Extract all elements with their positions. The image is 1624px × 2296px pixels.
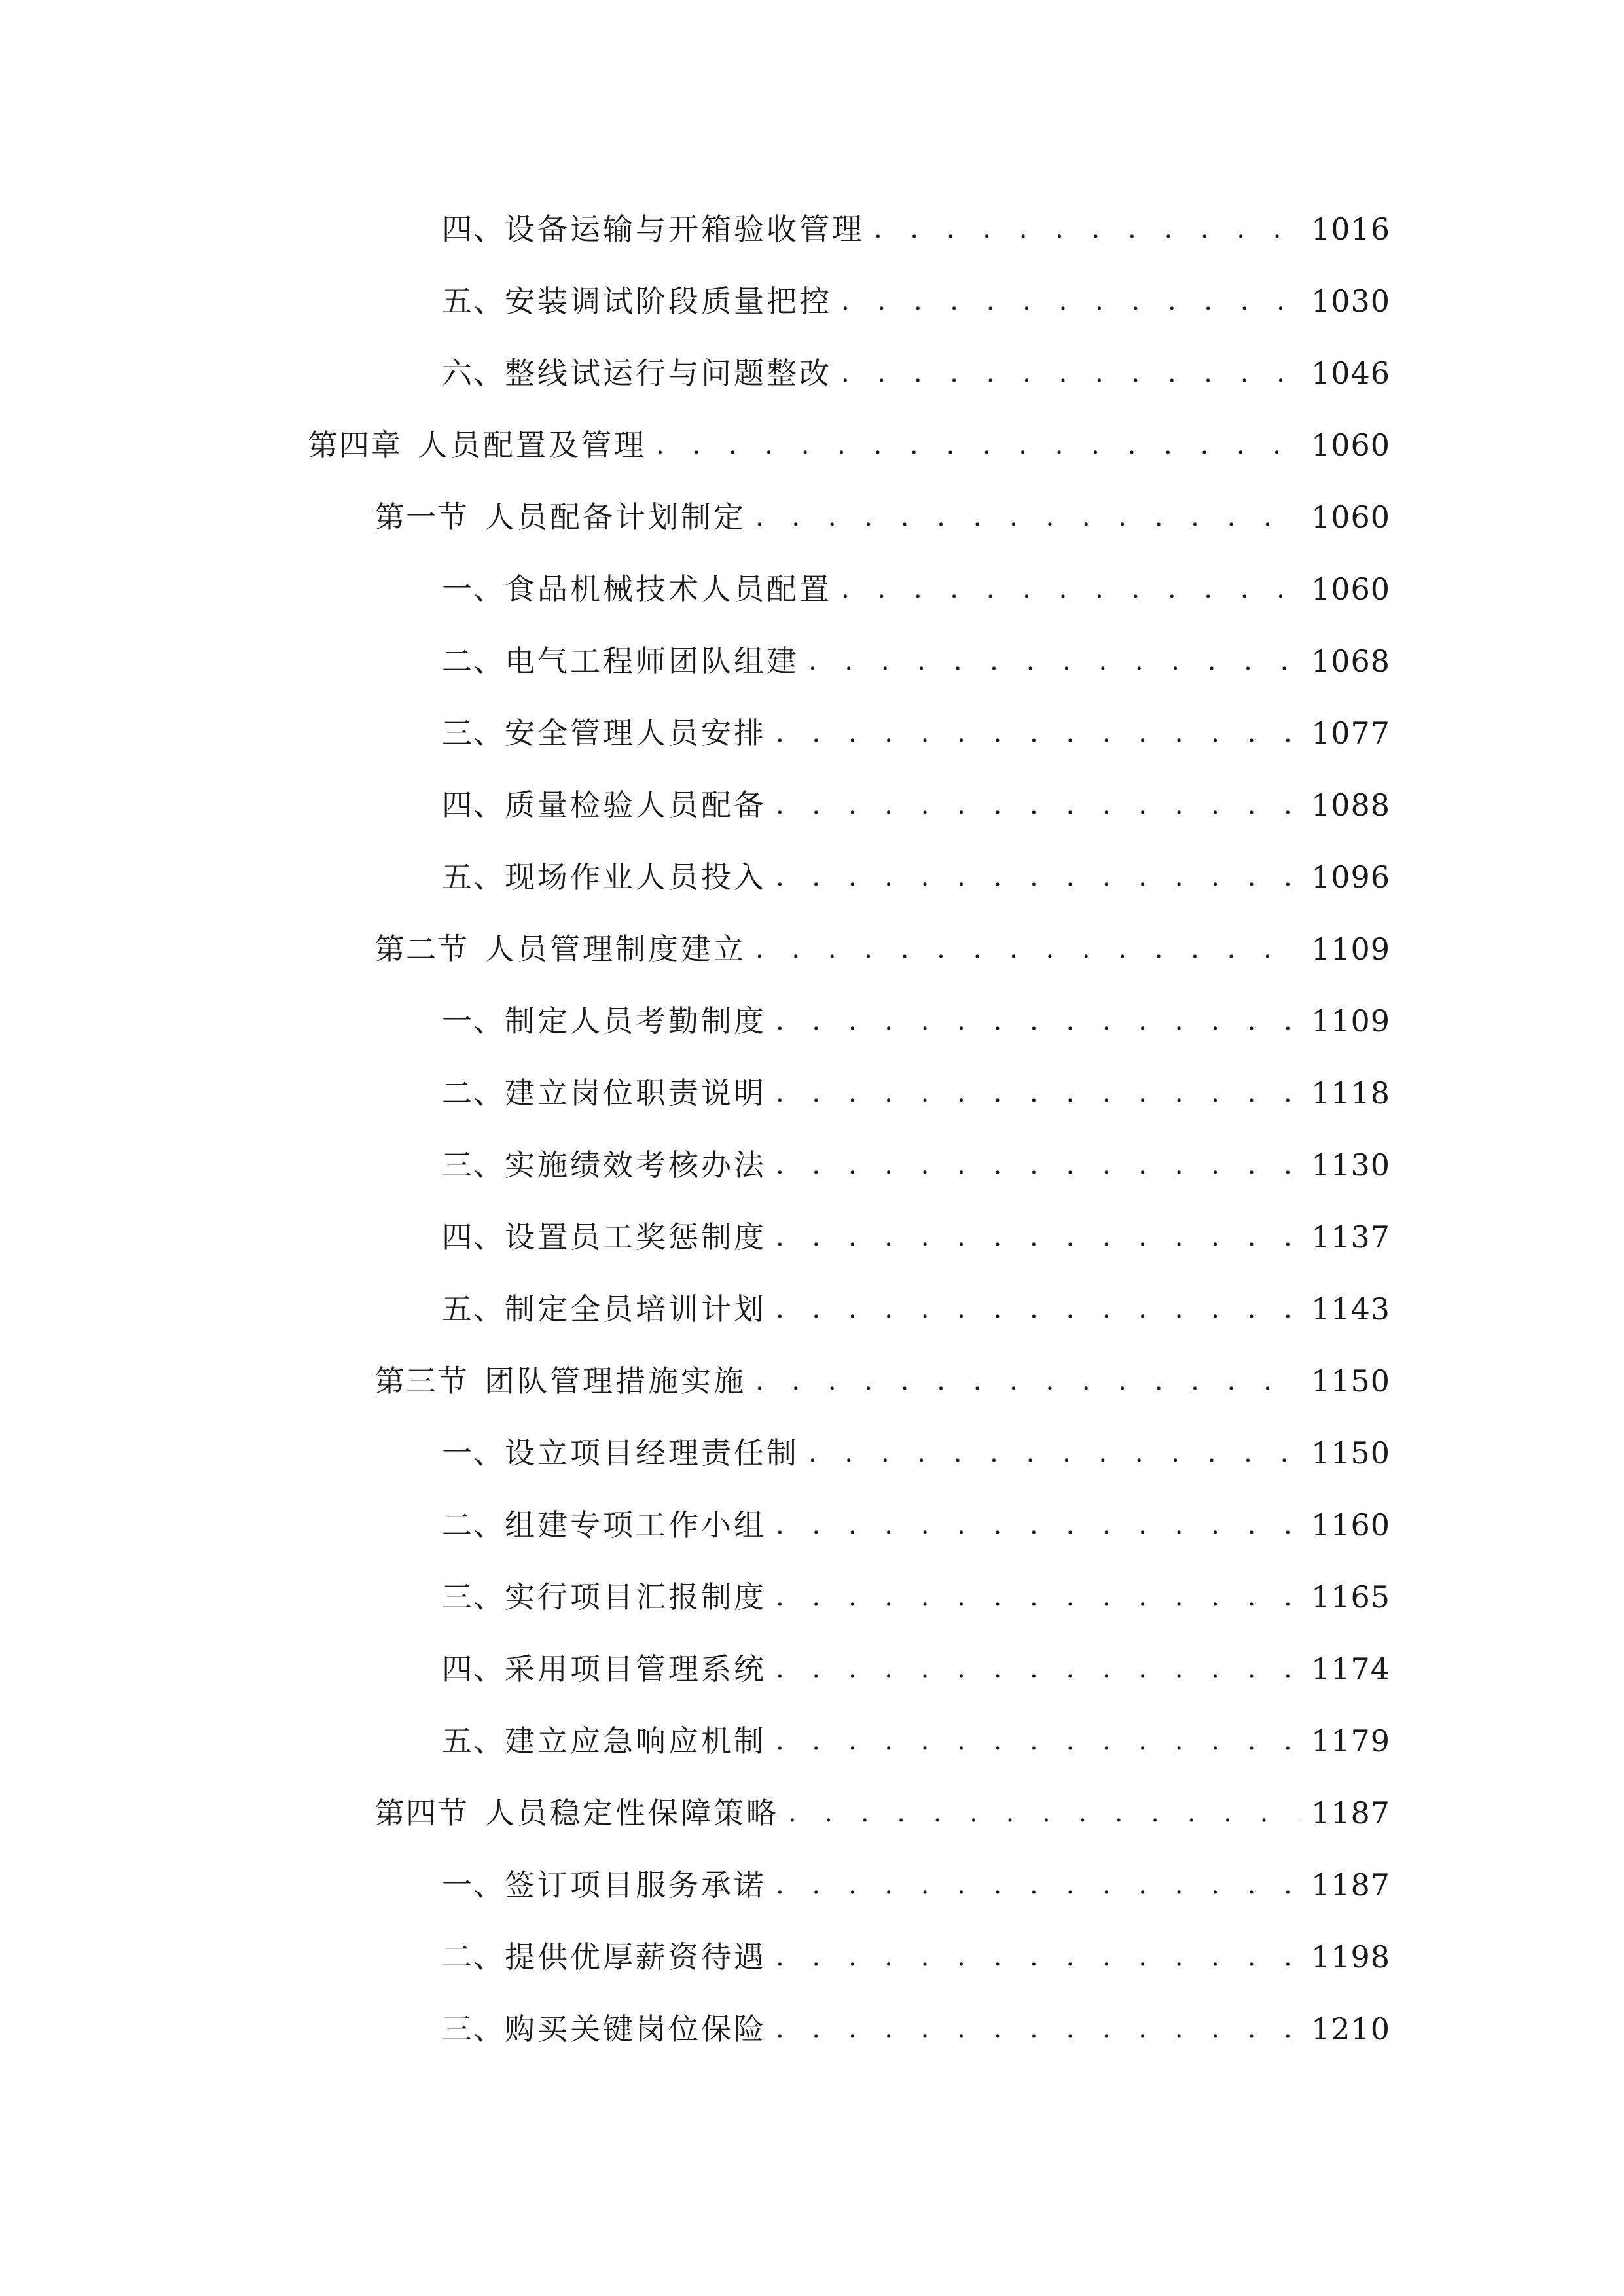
dot-leader [656,416,1299,475]
toc-entry-page: 1060 [1311,427,1391,463]
toc-entry-title: 电气工程师团队组建 [505,643,799,679]
toc-entry-title: 设立项目经理责任制 [505,1435,799,1471]
toc-entry-marker: 四、 [442,1219,505,1255]
toc-entry-marker: 五、 [442,859,505,895]
toc-entry-marker: 三、 [442,2011,505,2047]
dot-leader [808,632,1299,691]
toc-entry[interactable] [0,632,1624,691]
toc-entry[interactable] [0,776,1624,834]
toc-entry-marker: 二、 [442,1507,505,1543]
toc-entry[interactable] [0,560,1624,619]
dot-leader [755,488,1299,547]
toc-entry-page: 1118 [1311,1075,1391,1111]
toc-entry-marker: 四、 [442,787,505,823]
toc-entry-page: 1187 [1311,1795,1391,1831]
dot-leader [841,272,1299,331]
toc-entry[interactable] [0,1856,1624,1914]
toc-entry-marker: 第二节 [374,931,469,967]
toc-entry-page: 1016 [1311,211,1391,247]
dot-leader [776,1712,1299,1770]
toc-entry-page: 1150 [1311,1435,1391,1471]
dot-leader [776,704,1299,762]
toc-entry[interactable] [0,1208,1624,1266]
toc-entry-page: 1088 [1311,787,1391,823]
toc-entry-marker: 三、 [442,1147,505,1183]
toc-entry-title: 人员配备计划制定 [484,499,746,535]
toc-entry-marker: 二、 [442,1939,505,1975]
toc-section-entry[interactable] [0,1352,1624,1410]
toc-entry-page: 1137 [1311,1219,1391,1255]
toc-entry[interactable] [0,200,1624,259]
dot-leader [776,1856,1299,1914]
toc-entry-page: 1060 [1311,499,1391,535]
dot-leader [776,1928,1299,1986]
toc-entry[interactable] [0,1928,1624,1986]
toc-entry-title: 提供优厚薪资待遇 [505,1939,767,1975]
toc-entry-title: 安装调试阶段质量把控 [505,283,832,319]
toc-entry-page: 1077 [1311,715,1391,751]
toc-entry-title: 现场作业人员投入 [505,859,767,895]
dot-leader [776,1136,1299,1194]
toc-entry-title: 质量检验人员配备 [505,787,767,823]
dot-leader [755,1352,1299,1410]
toc-entry-marker: 三、 [442,715,505,751]
dot-leader [776,1208,1299,1266]
toc-entry-page: 1143 [1311,1291,1391,1327]
toc-entry[interactable] [0,992,1624,1050]
toc-entry-page: 1198 [1311,1939,1391,1975]
toc-entry-marker: 六、 [442,355,505,391]
toc-entry-page: 1210 [1311,2011,1391,2047]
toc-entry-marker: 第四章 [308,427,402,463]
toc-entry-marker: 四、 [442,211,505,247]
toc-entry-title: 人员配置及管理 [418,427,647,463]
toc-entry-title: 建立岗位职责说明 [505,1075,767,1111]
toc-entry[interactable] [0,1496,1624,1554]
dot-leader [776,1280,1299,1338]
toc-entry-page: 1174 [1311,1651,1391,1687]
dot-leader [776,1064,1299,1122]
toc-entry[interactable] [0,1064,1624,1122]
toc-entry[interactable] [0,1712,1624,1770]
toc-entry-title: 采用项目管理系统 [505,1651,767,1687]
dot-leader [776,776,1299,834]
toc-entry[interactable] [0,1136,1624,1194]
toc-entry-marker: 二、 [442,1075,505,1111]
toc-entry-title: 整线试运行与问题整改 [505,355,832,391]
toc-entry[interactable] [0,848,1624,906]
toc-entry-marker: 一、 [442,1003,505,1039]
toc-entry-title: 制定全员培训计划 [505,1291,767,1327]
toc-entry-page: 1096 [1311,859,1391,895]
toc-entry-page: 1165 [1311,1579,1391,1615]
toc-entry[interactable] [0,272,1624,331]
toc-entry-title: 人员管理制度建立 [484,931,746,967]
toc-entry-marker: 一、 [442,571,505,607]
toc-entry[interactable] [0,344,1624,403]
toc-entry-title: 建立应急响应机制 [505,1723,767,1759]
dot-leader [788,1784,1299,1842]
toc-entry-marker: 五、 [442,1291,505,1327]
toc-entry[interactable] [0,2000,1624,2058]
toc-entry-title: 安全管理人员安排 [505,715,767,751]
toc-entry-page: 1150 [1311,1363,1391,1399]
toc-entry-title: 组建专项工作小组 [505,1507,767,1543]
dot-leader [776,1640,1299,1698]
toc-entry-marker: 二、 [442,643,505,679]
toc-entry-marker: 五、 [442,283,505,319]
dot-leader [776,1496,1299,1554]
toc-entry-marker: 第三节 [374,1363,469,1399]
toc-entry-marker: 三、 [442,1579,505,1615]
toc-entry-page: 1109 [1311,1003,1391,1039]
toc-entry-page: 1030 [1311,283,1391,319]
toc-entry[interactable] [0,704,1624,762]
dot-leader [776,848,1299,906]
toc-entry-page: 1060 [1311,571,1391,607]
toc-entry-title: 签订项目服务承诺 [505,1867,767,1903]
dot-leader [874,200,1299,259]
toc-chapter-entry[interactable] [0,416,1624,475]
dot-leader [841,560,1299,619]
toc-entry-marker: 四、 [442,1651,505,1687]
toc-section-entry[interactable] [0,920,1624,978]
toc-entry-page: 1130 [1311,1147,1391,1183]
toc-entry-page: 1160 [1311,1507,1391,1543]
toc-entry-marker: 五、 [442,1723,505,1759]
toc-entry[interactable] [0,1568,1624,1626]
toc-entry[interactable] [0,1280,1624,1338]
dot-leader [776,1568,1299,1626]
toc-entry-page: 1187 [1311,1867,1391,1903]
toc-entry-page: 1179 [1311,1723,1391,1759]
toc-entry-title: 人员稳定性保障策略 [484,1795,779,1831]
dot-leader [808,1424,1299,1482]
toc-entry-marker: 一、 [442,1867,505,1903]
dot-leader [841,344,1299,403]
toc-entry-marker: 一、 [442,1435,505,1471]
toc-entry[interactable] [0,1640,1624,1698]
toc-entry-title: 食品机械技术人员配置 [505,571,832,607]
toc-entry-page: 1046 [1311,355,1391,391]
toc-entry-page: 1068 [1311,643,1391,679]
toc-entry-title: 设备运输与开箱验收管理 [505,211,865,247]
toc-entry[interactable] [0,1424,1624,1482]
toc-entry-title: 实行项目汇报制度 [505,1579,767,1615]
toc-entry-title: 团队管理措施实施 [484,1363,746,1399]
toc-entry-title: 购买关键岗位保险 [505,2011,767,2047]
toc-entry-title: 制定人员考勤制度 [505,1003,767,1039]
toc-entry-marker: 第四节 [374,1795,469,1831]
toc-section-entry[interactable] [0,1784,1624,1842]
toc-entry-page: 1109 [1311,931,1391,967]
toc-entry-title: 实施绩效考核办法 [505,1147,767,1183]
toc-section-entry[interactable] [0,488,1624,547]
dot-leader [776,2000,1299,2058]
dot-leader [755,920,1299,978]
dot-leader [776,992,1299,1050]
toc-entry-title: 设置员工奖惩制度 [505,1219,767,1255]
toc-entry-marker: 第一节 [374,499,469,535]
